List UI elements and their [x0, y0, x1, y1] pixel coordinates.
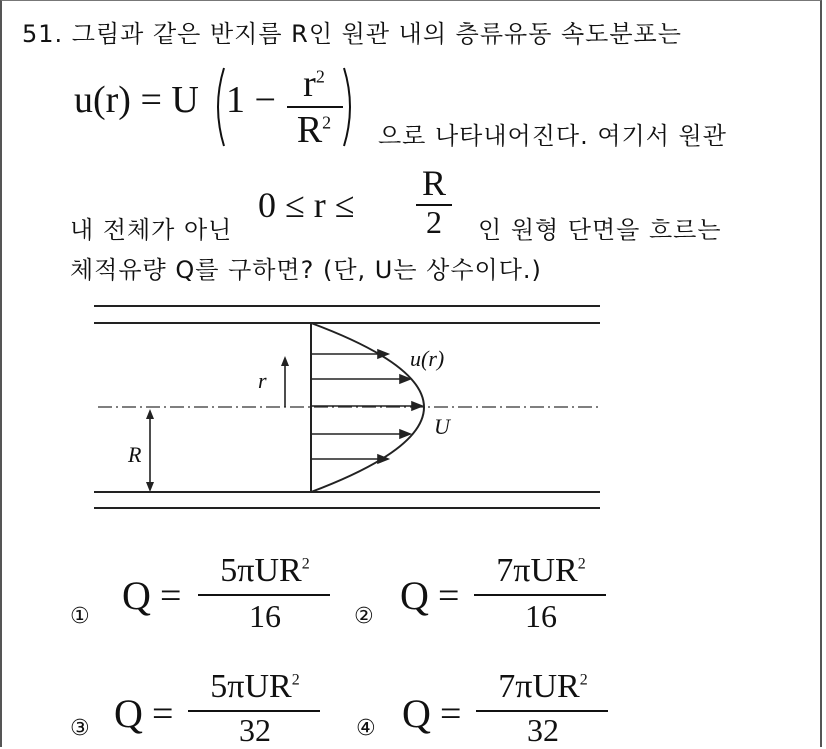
- choice-3-num-text: 5πUR: [210, 668, 292, 705]
- question-line-3-post: 인 원형 단면을 흐르는: [478, 216, 722, 244]
- choice-3-fraction: [186, 664, 324, 747]
- choice-4-denominator: 32: [527, 712, 559, 748]
- choice-1-q: Q: [122, 573, 151, 618]
- velocity-arrows: [311, 350, 422, 463]
- choice-3-denominator: 32: [239, 712, 271, 748]
- pipe-flow-diagram: [92, 296, 604, 528]
- choice-3-exp: 2: [291, 671, 300, 689]
- choice-2-equals: =: [438, 575, 460, 617]
- numerator-r: r: [303, 63, 316, 105]
- choice-4-q: Q: [402, 691, 431, 736]
- choice-1-num-text: 5πUR: [220, 552, 302, 589]
- r-arrowhead: [281, 356, 289, 366]
- denominator-exp: 2: [322, 112, 332, 133]
- choice-1-exp: 2: [301, 555, 310, 573]
- choice-3-numerator: [186, 668, 324, 706]
- denominator-R: R: [296, 109, 323, 151]
- choice-4-fraction: [474, 664, 612, 747]
- formula-one-minus: 1 −: [226, 79, 276, 121]
- choice-1-marker: ①: [70, 604, 90, 629]
- label-u-r: u(r): [410, 346, 445, 371]
- choice-2-bar: [474, 594, 606, 596]
- formula-fraction: [283, 60, 345, 150]
- choice-4-exp: 2: [579, 671, 588, 689]
- choice-2-q: Q: [400, 573, 429, 618]
- question-line-2: 으로 나타내어진다. 여기서 원관: [378, 122, 727, 150]
- choice-2-denominator: 16: [525, 598, 557, 634]
- choice-2-exp: 2: [577, 555, 586, 573]
- choice-2-numerator: [472, 552, 610, 590]
- choice-1-bar: [198, 594, 330, 596]
- formula-lhs: u(r) = U: [74, 79, 199, 121]
- choice-3-q: Q: [114, 691, 143, 736]
- choice-1-equals: =: [160, 575, 182, 617]
- choice-3-marker: ③: [70, 716, 90, 741]
- choice-1-numerator: [196, 552, 334, 590]
- label-U: U: [434, 414, 450, 439]
- numerator-exp: 2: [315, 66, 325, 87]
- range-fraction: [410, 162, 458, 244]
- right-paren: [340, 66, 358, 148]
- R-arrowhead-top: [146, 409, 154, 419]
- choice-4-numerator: [474, 668, 612, 706]
- question-line-4: 체적유량 Q를 구하면? (단, U는 상수이다.): [70, 256, 542, 284]
- range-lhs: 0 ≤ r ≤: [258, 185, 355, 225]
- choice-4-num-text: 7πUR: [498, 668, 580, 705]
- range-denominator: 2: [426, 204, 442, 240]
- question-line-1: 51. 그림과 같은 반지름 R인 원관 내의 층류유동 속도분포는: [22, 20, 682, 48]
- choice-2-marker: ②: [354, 604, 374, 629]
- choice-4-marker: ④: [356, 716, 376, 741]
- label-r: r: [258, 368, 267, 393]
- formula-numerator: [283, 62, 345, 106]
- choice-4-equals: =: [440, 693, 462, 735]
- range-numerator: R: [421, 163, 446, 203]
- choice-2-fraction: [472, 548, 610, 638]
- question-line-3-pre: 내 전체가 아닌: [70, 216, 233, 244]
- choice-1-denominator: 16: [249, 598, 281, 634]
- R-arrowhead-bottom: [146, 482, 154, 492]
- label-R: R: [128, 442, 142, 467]
- choice-2-num-text: 7πUR: [496, 552, 578, 589]
- choice-1-fraction: [196, 548, 334, 638]
- choice-3-equals: =: [152, 693, 174, 735]
- formula-denominator: [283, 108, 345, 152]
